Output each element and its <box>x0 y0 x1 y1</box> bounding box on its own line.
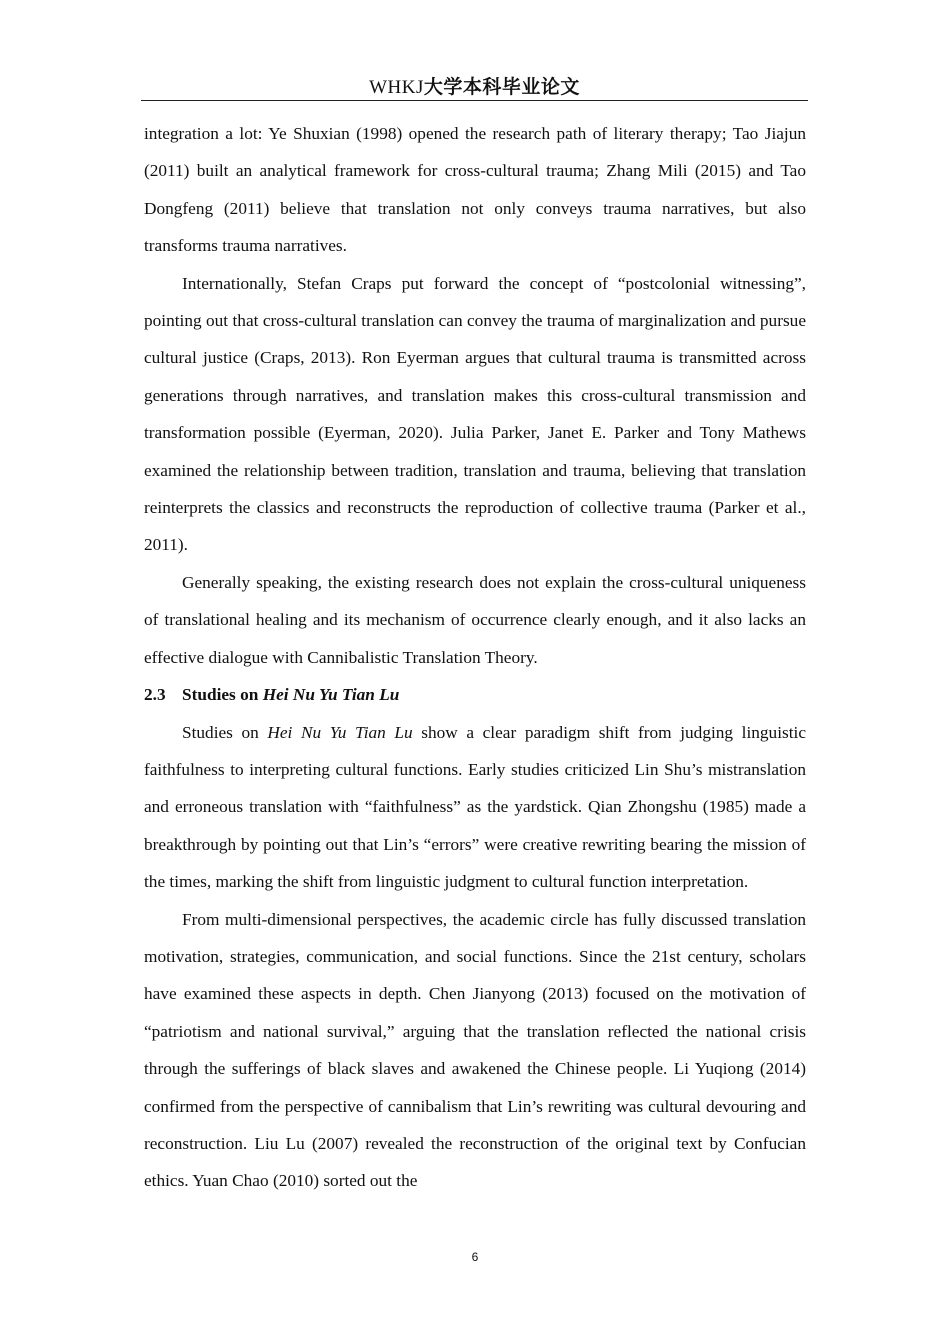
page-number: 6 <box>471 1250 479 1264</box>
header-title-chinese: 大学本科毕业论文 <box>423 76 580 98</box>
paragraph-continued: integration a lot: Ye Shuxian (1998) opened the research path of literary therapy; Tao Jiajun (2011) built an analytical framework for cross-cultural trauma; Zhang Mili (2015) and Tao Dongfeng (2011) believe that translation not only conveys trauma narratives, but also transforms trauma narratives. <box>144 124 806 256</box>
section-title-italic: Hei Nu Yu Tian Lu <box>262 685 400 705</box>
header-rule <box>141 100 808 101</box>
paragraph-perspectives: From multi-dimensional perspectives, the academic circle has fully discussed translation motivation, strategies, communication, and social functions. Since the 21st century, scholars have examined these aspects in depth. Chen Jianyong (2013) focused on the motivation of “patriotism and national survival,” arguing that the translation reflected the national crisis through the sufferings of black slaves and awakened the Chinese people. Li Yuqiong (2014) confirmed from the perspective of cannibalism that Lin’s rewriting was cultural devouring and reconstruction. Liu Lu (2007) revealed the reconstruction of the original text by Confucian ethics. Yuan Chao (2010) sorted out the <box>144 909 806 1191</box>
section-heading <box>144 676 806 713</box>
body-text <box>144 115 806 1200</box>
header-title-latin: WHKJ <box>369 77 424 98</box>
paragraph-summary: Generally speaking, the existing research does not explain the cross-cultural uniqueness of translational healing and its mechanism of occurrence clearly enough, and it also lacks an effective dialogue with Cannibalistic Translation Theory. <box>144 572 806 667</box>
section-number: 2.3 <box>144 685 166 705</box>
running-header <box>141 72 808 99</box>
paragraph-italic-title: Hei Nu Yu Tian Lu <box>267 722 413 742</box>
paragraph-rest: show a clear paradigm shift from judging linguistic faithfulness to interpreting cultural functions. Early studies criticized Lin Shu’s mistranslation and erroneous translation with “faithfulness” as the yardstick. Qian Zhongshu (1985) made a breakthrough by pointing out that Lin’s “errors” were creative rewriting bearing the mission of the times, marking the shift from linguistic judgment to cultural function interpretation. <box>144 722 806 892</box>
section-title-prefix: Studies on <box>182 685 263 705</box>
paragraph-lead: Studies on <box>182 722 268 742</box>
paragraph-paradigm-shift <box>144 714 806 901</box>
paragraph-international: Internationally, Stefan Craps put forward the concept of “postcolonial witnessing”, pointing out that cross-cultural translation can convey the trauma of marginalization and pursue cultural justice (Craps, 2013). Ron Eyerman argues that cultural trauma is transmitted across generations through narratives, and translation makes this cross-cultural transmission and transformation possible (Eyerman, 2020). Julia Parker, Janet E. Parker and Tony Mathews examined the relationship between tradition, translation and trauma, believing that translation reinterprets the classics and reconstructs the reproduction of collective trauma (Parker et al., 2011). <box>144 273 806 555</box>
